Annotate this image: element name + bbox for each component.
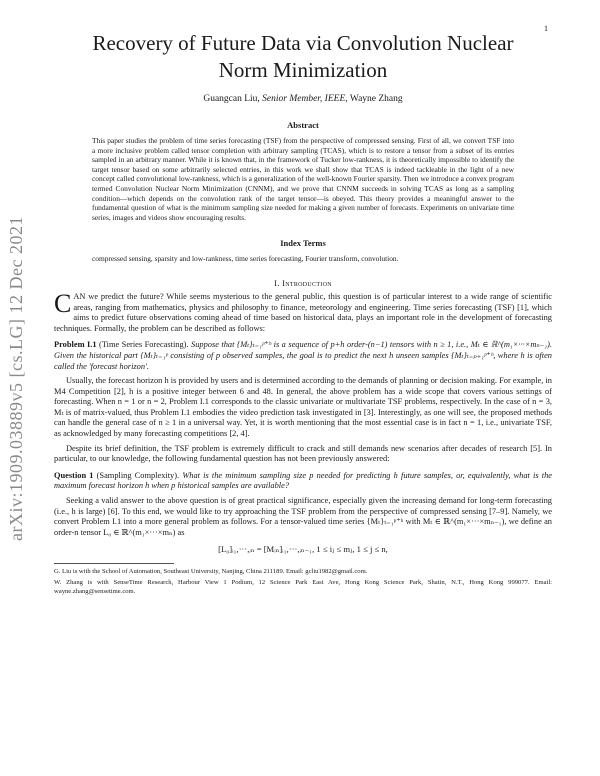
problem-statement bbox=[54, 340, 552, 372]
footnote-author-1: G. Liu is with the School of Automation, Southeast University, Nanjing, China 211189. Email: gcliu1982@gmail.com. bbox=[54, 568, 368, 576]
question-statement bbox=[54, 471, 552, 492]
drop-cap: C bbox=[54, 288, 72, 318]
arxiv-identifier-text: arXiv:1909.03889v5 [cs.LG] 12 Dec 2021 bbox=[5, 215, 26, 541]
section-title: Introduction bbox=[282, 277, 332, 288]
abstract-heading: Abstract bbox=[287, 120, 319, 130]
intro-paragraph bbox=[54, 288, 552, 334]
abstract-text: This paper studies the problem of time series forecasting (TSF) from the perspective of compressed sensing. First of all, we convert TSF into a more inclusive problem called tensor completion with arbitrary sampling (TCAS), which is to restore a tensor from a subset of its entries sampled in an arbitrary manner. While it is known that, in the framework of Tucker low-rankness, it is theoretically impossible to identify the target tensor based on some arbitrarily selected entries, in this work we shall show that TCAS is indeed tackleable in the light of a new concept called convolutional low-rankness, which is a generalization of the well-known Fourier sparsity. Then we introduce a convex program termed Convolution Nuclear Norm Minimization (CNNM), and we prove that CNNM succeeds in solving TCAS as long as a sampling condition—which depends on the convolution rank of the target tensor—is obeyed. This theory provides a meaningful answer to the fundamental question of what is the minimum sampling size needed for making a given number of forecasts. Experiments on univariate time series, images and videos show encouraging results. bbox=[92, 136, 514, 222]
question-label: Question 1 bbox=[54, 470, 94, 480]
author-1: Guangcan Liu, bbox=[203, 94, 260, 104]
paragraph-despite: Despite its brief definition, the TSF problem is extremely difficult to crack and still demands new scenarios after decades of research [5]. In particular, to our knowledge, the following fundamental question has not been previously answered: bbox=[54, 443, 552, 464]
index-terms-heading: Index Terms bbox=[280, 238, 326, 249]
question-name: (Sampling Complexity). bbox=[96, 470, 180, 480]
paragraph-seeking: Seeking a valid answer to the above question is of great practical significance, especially given the increasing demand for long-term forecasting (i.e., h is large) [6]. To this end, we would like to try approaching the TSF problem from the perspective of compressed sensing [7–9]. Namely, we convert Problem I.1 into a more general problem as follows. For a tensor-valued time series {Mₜ}ₜ₌₁ᵖ⁺ʰ with Mₜ ∈ ℝ^(m₁×···×mₙ₋₁), we define an order-n tensor L₀ ∈ ℝ^(m₁×···×mₙ) as bbox=[54, 496, 552, 537]
author-2: Wayne Zhang bbox=[349, 94, 403, 104]
intro-lead-caps: AN bbox=[73, 291, 86, 301]
intro-text: we predict the future? While seems mysterious to the general public, this question is of particular interest to a wide range of scientific areas, ranging from mathematics, physics and philosophy to finance, meteorology and engineering. Time series forecasting (TSF) [1], which aims to predict future observations coming ahead of time based on historical data, plays an important role in the development of forecasting techniques. Formally, the problem can be described as follows: bbox=[54, 291, 552, 333]
arxiv-identifier[interactable] bbox=[4, 168, 28, 588]
paper-title: Recovery of Future Data via Convolution Nuclear Norm Minimization bbox=[92, 31, 514, 82]
problem-name: (Time Series Forecasting). bbox=[99, 340, 189, 350]
index-terms-text: compressed sensing, sparsity and low-rankness, time series forecasting, Fourier transform, convolution. bbox=[92, 254, 399, 264]
problem-text: Suppose that {Mₜ}ₜ₌₁ᵖ⁺ʰ is a sequence of p+h order-(n−1) tensors with n ≥ 1, i.e., Mₜ ∈ ℝ^(m₁×···×mₙ₋₁). Given the historical part {Mₜ}ₜ₌₁ᵖ consisting of p observed samples, the goal is to predict the next h unseen samples {Mₜ}ₜ₌ₚ₊₁ᵖ⁺ʰ, where h is often called the 'forecast horizon'. bbox=[54, 340, 553, 371]
paragraph-forecast-horizon: Usually, the forecast horizon h is provided by users and is determined according to the demands of planning or decision making. For example, in M4 Competition [2], h is a positive integer between 6 and 48. In general, the above problem has a wide scope that covers various settings of forecasting. When n = 1 or n = 2, Problem I.1 corresponds to the classic univariate or multivariate TSF problems, respectively. In the case of n = 3, Mₜ is of matrix-valued, thus Problem I.1 embodies the video prediction task investigated in [3]. Interestingly, as one will see, the proposed methods can handle the general case of n ≥ 1 in a universal way. Yet, it is worth mentioning that the most essential case is in fact n = 1, i.e., univariate TSF, as acknowledged by many forecasting competitions [2, 4]. bbox=[54, 376, 552, 439]
equation-tensor-definition: [L₀]ᵢ₁,···,ᵢₙ = [Mᵢₙ]ᵢ₁,···,ᵢₙ₋₁, 1 ≤ iⱼ ≤ mⱼ, 1 ≤ j ≤ n, bbox=[218, 544, 388, 555]
question-text: What is the minimum sampling size p needed for predicting h future samples, or, equivalently, what is the maximum forecast horizon h when p historical samples are available? bbox=[54, 470, 553, 491]
page-number: 1 bbox=[544, 24, 548, 33]
section-number: I. bbox=[274, 277, 280, 288]
author-line bbox=[54, 94, 552, 104]
paper-body bbox=[54, 22, 552, 596]
footnote-divider bbox=[54, 563, 174, 564]
section-heading-introduction bbox=[54, 278, 552, 288]
footnote-author-2: W. Zhang is with SenseTime Research, Harbour View 1 Podium, 12 Science Park East Ave, Hong Kong Science Park, Shatin, N.T., Hong Kong 999077. Email: wayne.zhang@sensetime.com. bbox=[54, 579, 552, 595]
problem-label: Problem I.1 bbox=[54, 340, 97, 350]
author-1-role: Senior Member, IEEE, bbox=[262, 94, 348, 104]
